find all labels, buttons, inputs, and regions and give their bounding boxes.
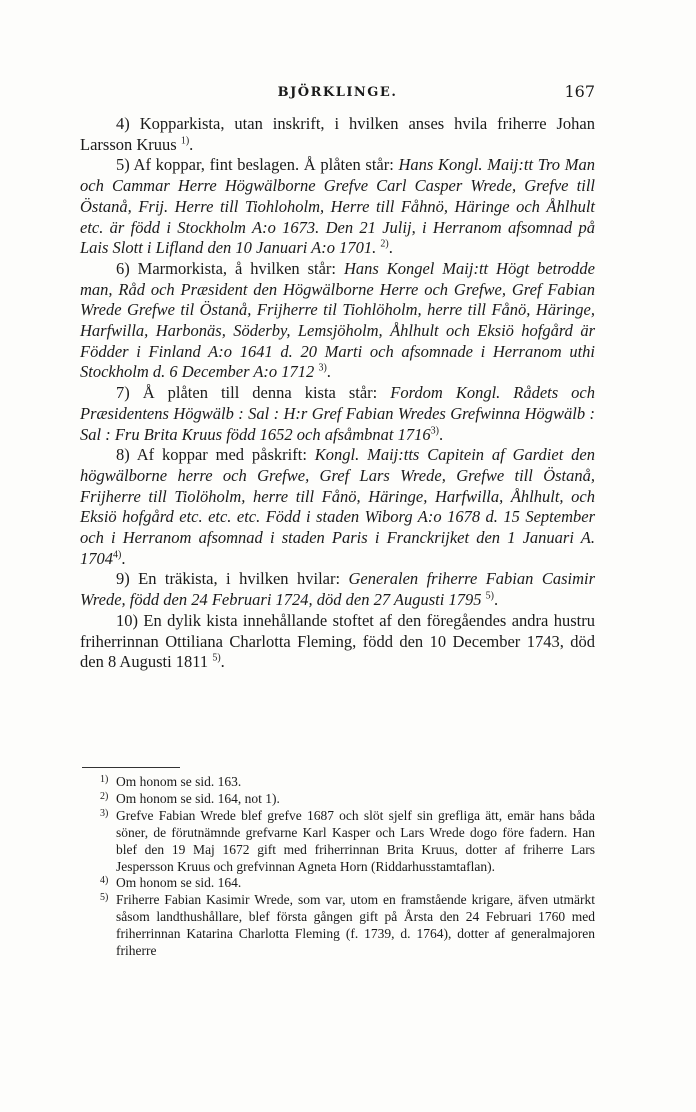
footnote-text: Om honom se sid. 164, not 1). [116, 790, 280, 806]
footnote [80, 875, 595, 892]
entry-text: 9) En träkista, i hvilken hvilar: [116, 569, 349, 589]
running-head [80, 82, 595, 104]
entry-text: . [326, 362, 331, 382]
entry-text: . [189, 134, 194, 154]
inscription-text: Kongl. Maij:tts Capitein af Gardiet den högwälborne herre och Grefwe, Gref Lars Wrede, Grefwe till Östanå, Frijherre till Tiolöholm, herre till Fånö, Häringe, Harfwilla, Åhlhult, och Eksiö hofgård etc. etc. etc. Född i staden Wiborg A:o 1678 d. 15 September och i Herranom afsomnad i staden Paris i Franckrijket den 1 Januari A. 1704 [80, 445, 595, 568]
footnote-text: Grefve Fabian Wrede blef grefve 1687 och slöt sjelf sin grefliga ätt, emär hans båda söner, de förutnämnde grefvarne Karl Kasper och Lars Wrede dogo före fadern. Han blef den 19 Maj 1672 gift med friherrinnan Brita Kruus, dotter af friherre Lars Jespersson Kruus och grefvinnan Agneta Horn (Riddarhusstamtaflan). [116, 807, 595, 874]
footnote-mark: 3) [100, 807, 109, 819]
entry-text: . [493, 590, 499, 610]
footnote-ref: 5) [212, 652, 221, 664]
entry-text: . [388, 238, 393, 258]
inscription-text: Hans Kongel Maij:tt Högt betrodde man, Råd och Præsident den Högwälborne Herre och Grefwe, Gref Fabian Wrede Grefwe til Östanå, Frijherre til Tiohlöholm, herre till Fånö, Häringe, Harfwilla, Harbonäs, Söderby, Lemsjöholm, Åhlhult och Eksiö hofgård är Födder i Finland A:o 1641 d. 20 Marti och afsomnade i Herranom uthi Stockholm d. 6 December A:o 1712 [80, 258, 595, 382]
footnote-mark: 1) [100, 774, 109, 785]
footnote [80, 808, 595, 876]
footnote-ref: 3) [318, 362, 327, 374]
inscription-text: Hans Kongl. Maij:tt Tro Man och Cammar Herre Högwälborne Grefve Carl Casper Wrede, Grefve till Östanå, Frij. Herre till Tiohloholm, Herre till Fåhnö, Häringe och Åhlhult etc. är född i Stockholm A:o 1673. Den 21 Julij, i Herranom afsomnad på Lais Slott i Lifland den 10 Januari A:o 1701. [80, 155, 595, 258]
entry-text: 4) Kopparkista, utan inskrift, i hvilken anses hvila friherre Johan Larsson Kruus [80, 114, 595, 154]
footnotes [80, 774, 595, 960]
entry-7 [80, 383, 595, 445]
footnote [80, 774, 595, 791]
footnote-mark: 4) [100, 875, 109, 887]
entry-text: 6) Marmorkista, å hvilken står: [116, 258, 344, 278]
entry-5 [80, 155, 595, 259]
inscription-text: Generalen friherre Fabian Casimir Wrede, född den 24 Februari 1724, död den 27 Augusti 1795 [80, 569, 595, 610]
entry-text: 7) Å plåten till denna kista står: [116, 383, 391, 403]
footnote-ref: 3) [430, 425, 439, 437]
footnote-ref: 1) [180, 135, 190, 147]
footnote [80, 791, 595, 808]
entry-text: 10) En dylik kista innehållande stoftet af den föregåendes andra hustru friherrinnan Ottiliana Charlotta Fleming, född den 10 December 1743, död den 8 Augusti 1811 [80, 610, 595, 672]
footnote-ref: 4) [113, 549, 122, 561]
body-text [80, 114, 595, 673]
footnote-mark: 5) [100, 892, 109, 904]
entry-text: 8) Af koppar med påskrift: [116, 445, 315, 465]
inscription-text: Fordom Kongl. Rådets och Præsidentens Högwälb : Sal : H:r Gref Fabian Wredes Grefwinna Högwälb : Sal : Fru Brita Kruus född 1652 och afsåmbnat 1716 [80, 383, 596, 444]
footnote-text: Friherre Fabian Kasimir Wrede, som var, utom en framstående krigare, äfven utmärkt såsom landthushållare, blef första gången gift på Årsta den 24 Februari 1760 med friherrinnan Katarina Charlotta Fleming (f. 1739, d. 1764), dotter af generalmajoren friherre [116, 892, 595, 959]
entry-10 [80, 611, 595, 673]
footnote-ref: 2) [380, 238, 389, 250]
footnote-ref: 5) [485, 590, 494, 602]
running-title: BJÖRKLINGE. [277, 85, 398, 100]
entry-9 [80, 569, 595, 610]
entry-text: 5) Af koppar, fint beslagen. Å plåten står: [116, 155, 399, 175]
footnote [80, 892, 595, 960]
entry-text: . [438, 424, 444, 444]
entry-4 [80, 114, 595, 155]
footnote-text: Om honom se sid. 163. [116, 774, 242, 789]
entry-6 [80, 259, 595, 383]
footnote-rule [82, 767, 180, 768]
footnote-text: Om honom se sid. 164. [116, 875, 242, 891]
entry-8 [80, 445, 595, 569]
entry-text: . [220, 652, 225, 672]
footnote-mark: 2) [100, 790, 109, 802]
page-number: 167 [564, 82, 595, 101]
entry-text: . [121, 548, 126, 568]
